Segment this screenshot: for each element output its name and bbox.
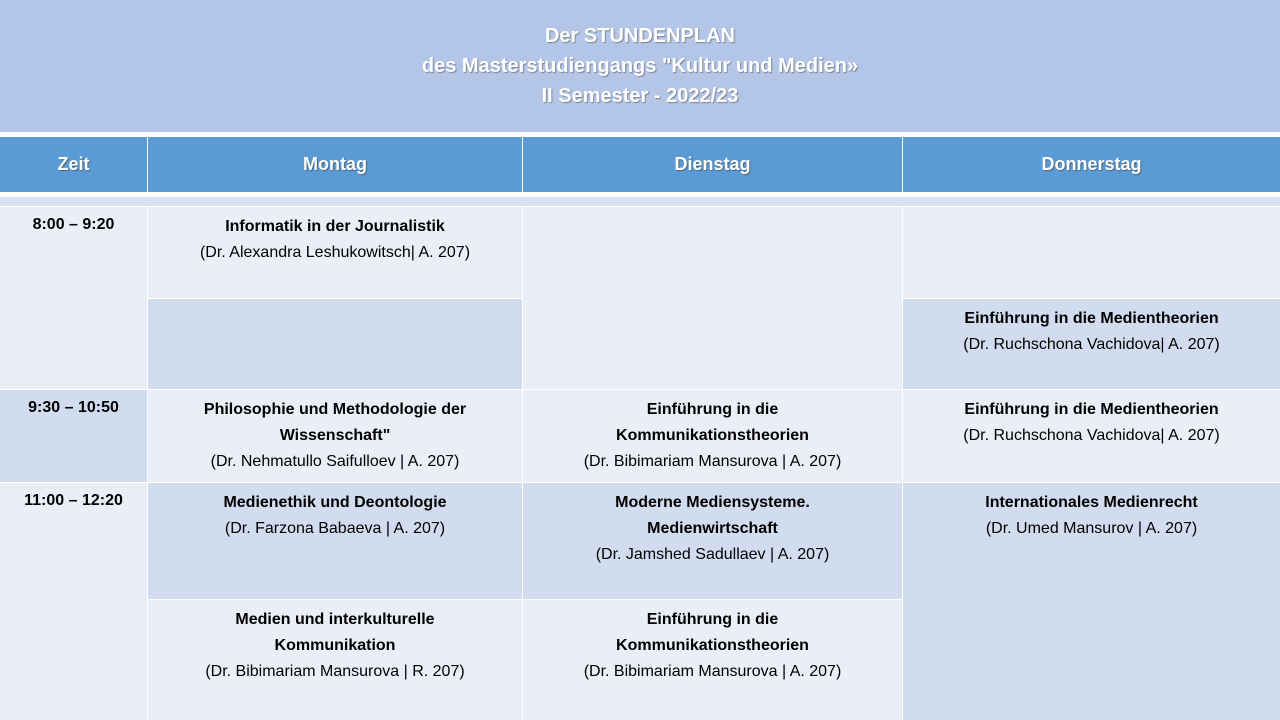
- spacer-row: [0, 197, 1280, 206]
- course-title: Einführung in die Medientheorien: [964, 401, 1219, 418]
- course-lecturer-room: (Dr. Umed Mansurov | A. 207): [985, 520, 1198, 537]
- header-time: Zeit: [0, 137, 147, 192]
- course-thursday-slot3: [903, 483, 1280, 720]
- course-title: Internationales Medienrecht: [985, 494, 1198, 511]
- course-title-line1: Moderne Mediensysteme.: [615, 494, 810, 511]
- course-lecturer-room: (Dr. Jamshed Sadullaev | A. 207): [595, 546, 830, 563]
- course-title-line1: Philosophie und Methodologie der: [203, 401, 467, 418]
- course-title: Informatik in der Journalistik: [225, 218, 445, 235]
- header-thursday: Donnerstag: [903, 137, 1280, 192]
- course-thursday-slot2: [903, 390, 1280, 482]
- course-lecturer-room: (Dr. Nehmatullo Saifulloev | A. 207): [210, 453, 460, 470]
- title-line-1: Der STUNDENPLAN: [544, 25, 736, 47]
- time-slot-2: 9:30 – 10:50: [0, 390, 147, 482]
- course-lecturer-room: (Dr. Farzona Babaeva | A. 207): [224, 520, 446, 537]
- course-monday-slot3a: [148, 483, 522, 599]
- title-line-3: II Semester - 2022/23: [541, 85, 739, 107]
- course-title-line2: Kommunikation: [274, 637, 396, 654]
- header-tuesday: Dienstag: [523, 137, 902, 192]
- course-title: Einführung in die Medientheorien: [964, 310, 1219, 327]
- course-lecturer-room: (Dr. Alexandra Leshukowitsch| A. 207): [199, 244, 471, 261]
- course-tuesday-slot2: [523, 390, 902, 482]
- course-thursday-slot1b: [903, 299, 1280, 389]
- empty-cell-monday-slot1b: [148, 299, 522, 389]
- course-tuesday-slot3b: [523, 600, 902, 720]
- course-tuesday-slot3a: [523, 483, 902, 599]
- course-lecturer-room: (Dr. Bibimariam Mansurova | A. 207): [583, 453, 842, 470]
- course-title-line2: Wissenschaft": [279, 427, 391, 444]
- course-title-line1: Einführung in die: [646, 401, 779, 418]
- course-lecturer-room: (Dr. Ruchschona Vachidova| A. 207): [963, 336, 1220, 353]
- schedule-title-banner: [0, 0, 1280, 132]
- title-line-2: des Masterstudiengangs "Kultur und Medien»: [421, 55, 859, 77]
- course-title-line2: Kommunikationstheorien: [616, 427, 809, 444]
- course-title: Medienethik und Deontologie: [223, 494, 447, 511]
- empty-cell-tuesday-slot1: [523, 207, 902, 389]
- course-monday-slot3b: [148, 600, 522, 720]
- course-title-line2: Medienwirtschaft: [647, 520, 778, 537]
- course-lecturer-room: (Dr. Bibimariam Mansurova | A. 207): [583, 663, 842, 680]
- course-lecturer-room: (Dr. Ruchschona Vachidova| A. 207): [963, 427, 1220, 444]
- course-title-line2: Kommunikationstheorien: [616, 637, 809, 654]
- course-monday-slot2: [148, 390, 522, 482]
- course-title-line1: Medien und interkulturelle: [235, 611, 435, 628]
- time-slot-1: 8:00 – 9:20: [0, 207, 147, 389]
- empty-cell-thursday-slot1a: [903, 207, 1280, 298]
- course-title-line1: Einführung in die: [646, 611, 779, 628]
- time-slot-3: 11:00 – 12:20: [0, 483, 147, 720]
- course-lecturer-room: (Dr. Bibimariam Mansurova | R. 207): [205, 663, 465, 680]
- course-monday-slot1: [148, 207, 522, 298]
- header-monday: Montag: [148, 137, 522, 192]
